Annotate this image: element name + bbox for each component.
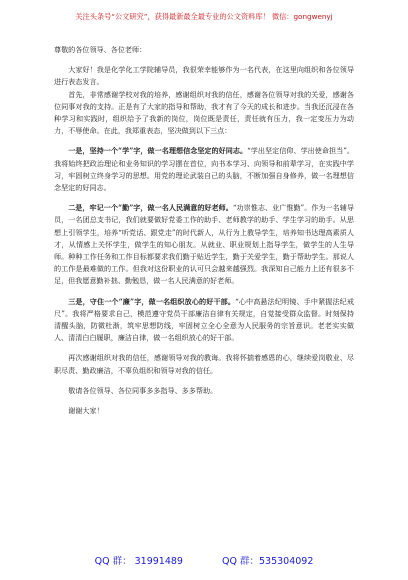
section-1-paragraph [54, 145, 354, 194]
intro-paragraph: 首先，非常感谢学校对我的培养，感谢组织对我的信任，感谢各位领导对我的关爱，感谢各位同事对我的支持。正是有了大家的指导和帮助，我才有了今天的成长和进步。当我还沉浸在各种学习和实践时，组织给予了我新的岗位，岗位既是责任，责任就有压力，我一定变压力为动力，不辱使命。在此，我郑重表态，坚决做到以下三点： [54, 89, 354, 136]
document-body [54, 44, 354, 417]
section-3-body: “心中高悬法纪明镜、手中紧握法纪戒尺”。我将严格要求自己，模范遵守党员干部廉洁自律有关规定，自觉接受群众监督。时刻保持清醒头脑，防微杜渐，筑牢思想防线，牢固树立全心全意为人民服务的宗旨意识。老老实实做人、清清白白履职，廉洁自律，做一名组织放心的好干部。 [54, 296, 354, 343]
section-3-paragraph [54, 296, 354, 345]
spacer [54, 377, 354, 385]
spacer [54, 288, 354, 296]
spacer [54, 56, 354, 64]
spacer [54, 397, 354, 405]
salutation: 尊敬的各位领导、各位老师： [54, 45, 147, 54]
footer-qq-group-2: QQ 群：535304092 [222, 556, 314, 567]
closing-line: 谢谢大家！ [68, 406, 104, 416]
section-2-body: “功崇惟志、业广惟勤”。作为一名辅导员，一名团总支书记，我们就要做好党委工作的助手、老师教学的助手、学生学习的助手。从思想上引领学生，培养“听党话、跟党走”的时代新人，从行为上教导学生，培养知书达理高素质人才，从情感上关怀学生，做学生的知心朋友。从就业、职业规划上指导学生，做学生的人生导师。种种工作任务和工作目标都要求我们勤于贴近学生，勤于关爱学生，勤于帮助学生。那说人的工作是最难做的工作。但我对这份职业的认可只会越来越强烈。我深知自己能力上还有很多不足，但我愿意勤补拙、勤勉恳，做一名人民满意的好老师。 [54, 203, 354, 286]
section-2-title: 二是，牢记一个“勤”字，做一名人民满意的好老师。 [68, 203, 233, 213]
spacer [54, 137, 354, 145]
section-1-title: 一是，坚持一个“学”字，做一名理想信念坚定的好同志。 [68, 146, 248, 156]
greeting-paragraph: 大家好！我是化学化工学院辅导员，我很荣幸能够作为一名代表，在这里向组织和各位领导进行表态发言。 [54, 65, 354, 87]
spacer [54, 344, 354, 352]
footer-qq-group-1: QQ 群： 31991489 [94, 556, 183, 567]
thanks-paragraph: 再次感谢组织对我的信任，感谢领导对我的教诲。我将怀揣着感恩的心，继续爱岗敬业、尽职尽责、勤政廉洁，不辜负组织和领导对我的信任。 [54, 353, 354, 375]
footer-contact [0, 553, 408, 567]
header-banner: 关注头条号“公文研究”，获得最新最全最专业的公文资料库！ 微信：gongwenyj [75, 12, 333, 21]
spacer [54, 194, 354, 202]
request-paragraph: 敬请各位领导、各位同事多多指导、多多帮助。 [68, 385, 218, 395]
section-1-body: “学出坚定信仰、学出使命担当”。我将始终把政治理论和业务知识的学习摆在首位，向书本学习、向领导和前辈学习，在实践中学习，牢固树立终身学习的思想。用党的理论武装自己的头脑，不断加强自身修养，做一名理想信念坚定的好同志。 [54, 146, 354, 193]
section-2-paragraph [54, 202, 354, 287]
section-3-title: 三是，守住一个“廉”字，做一名组织放心的好干部。 [68, 296, 236, 306]
